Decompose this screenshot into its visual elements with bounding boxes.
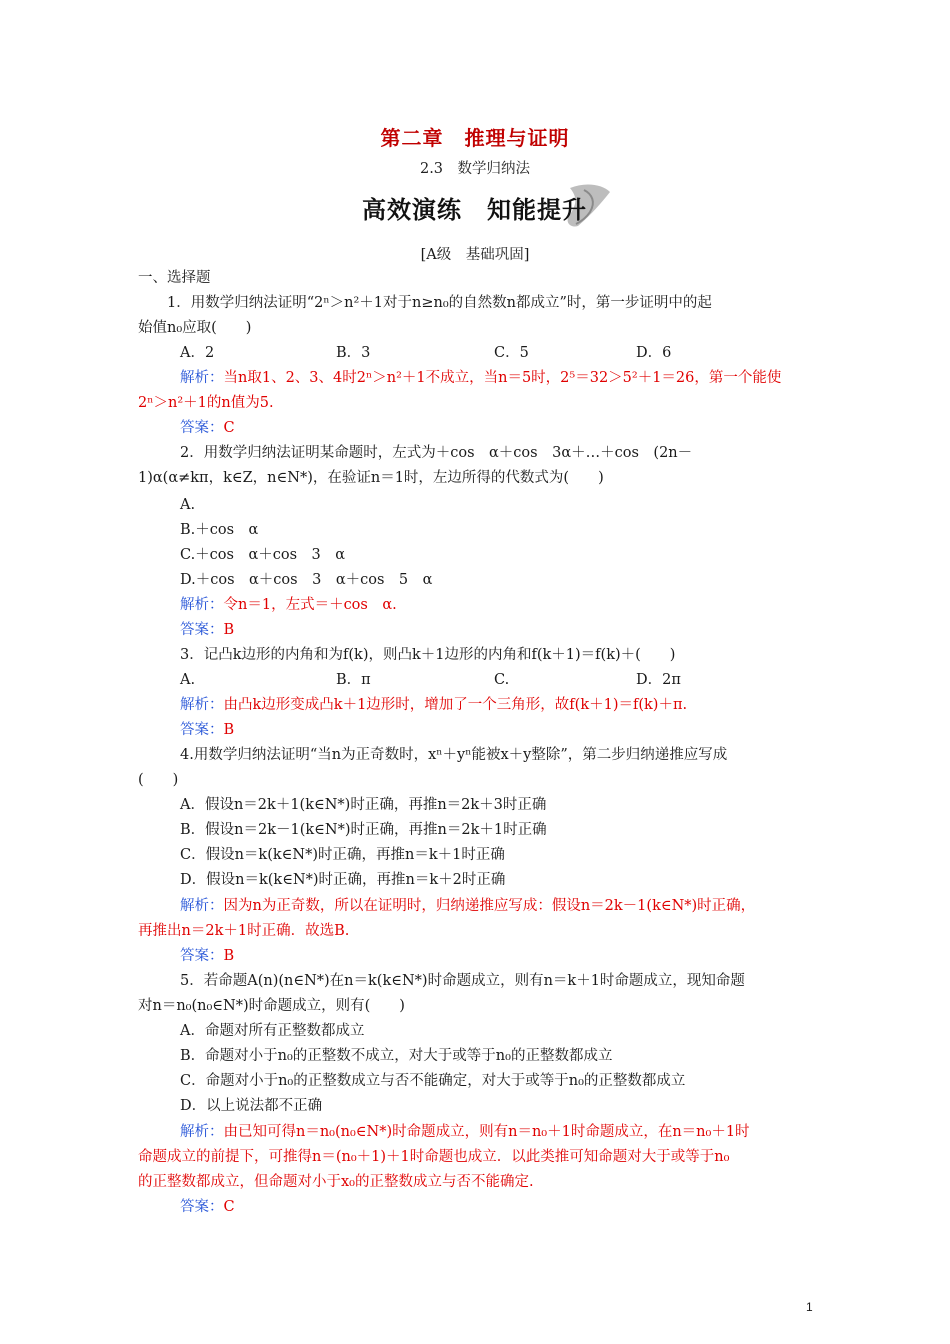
- q1-answer: 答案：C: [180, 420, 235, 436]
- q4-option-a: A．假设n＝2k＋1(k∈N*)时正确，再推n＝2k＋3时正确: [180, 797, 547, 813]
- q4-option-d: D．假设n＝k(k∈N*)时正确，再推n＝k＋2时正确: [180, 872, 506, 888]
- q2-option-a: A.: [180, 497, 196, 513]
- q3-analysis-1: 解析：由凸k边形变成凸k＋1边形时，增加了一个三角形，故f(k＋1)＝f(k)＋π.: [180, 697, 688, 713]
- q3-stem-1: 3．记凸k边形的内角和为f(k)，则凸k＋1边形的内角和f(k＋1)＝f(k)＋( ): [180, 647, 676, 663]
- q3-option-d: D．2π: [636, 672, 681, 688]
- q3-answer: 答案：B: [180, 722, 235, 738]
- banner-title: 高效演练 知能提升: [362, 196, 587, 224]
- q2-answer: 答案：B: [180, 622, 235, 638]
- q4-analysis-2: 再推出n＝2k＋1时正确．故选B.: [138, 923, 350, 939]
- q4-stem-2: ( ): [138, 772, 179, 788]
- q5-stem-1: 5．若命题A(n)(n∈N*)在n＝k(k∈N*)时命题成立，则有n＝k＋1时命题成立，现知命题: [180, 973, 745, 989]
- section-title: 2.3 数学归纳法: [419, 161, 531, 177]
- banner: [340, 180, 620, 232]
- q1-stem-1: 1．用数学归纳法证明“2ⁿ＞n²＋1对于n≥n₀的自然数n都成立”时，第一步证明中的起: [167, 295, 712, 311]
- q3-options: [180, 668, 800, 692]
- q2-option-b: B.＋cos α: [180, 522, 259, 538]
- q2-option-d: D.＋cos α＋cos 3 α＋cos 5 α: [180, 572, 433, 588]
- q5-answer: 答案：C: [180, 1199, 235, 1215]
- part-heading: 一、选择题: [138, 270, 211, 286]
- q2-stem-1: 2．用数学归纳法证明某命题时，左式为＋cos α＋cos 3α＋…＋cos (2n－: [180, 445, 693, 461]
- q1-option-a: A．2: [180, 345, 215, 361]
- q3-option-a: A.: [180, 672, 196, 688]
- chapter-title: 第二章 推理与证明: [380, 126, 570, 150]
- q5-stem-2: 对n＝n₀(n₀∈N*)时命题成立，则有( ): [138, 998, 405, 1014]
- q4-analysis-1: 解析：因为n为正奇数，所以在证明时，归纳递推应写成：假设n＝2k－1(k∈N*)时正确，: [180, 898, 756, 914]
- q2-analysis-1: 解析：令n＝1，左式＝＋cos α.: [180, 597, 397, 613]
- page-number: 1: [806, 1300, 813, 1314]
- q4-stem-1: 4.用数学归纳法证明“当n为正奇数时，xⁿ＋yⁿ能被x＋y整除”，第二步归纳递推应写成: [180, 747, 728, 763]
- q4-answer: 答案：B: [180, 948, 235, 964]
- q1-analysis-label: 解析：: [180, 370, 224, 386]
- q3-option-c: C.: [494, 672, 510, 688]
- q1-option-b: B．3: [336, 345, 371, 361]
- q1-analysis-2: 2ⁿ＞n²＋1的n值为5.: [138, 395, 274, 411]
- q5-option-d: D．以上说法都不正确: [180, 1098, 323, 1114]
- q1-option-d: D．6: [636, 345, 672, 361]
- q4-option-b: B．假设n＝2k－1(k∈N*)时正确，再推n＝2k＋1时正确: [180, 822, 547, 838]
- q5-analysis-1: 解析：由已知可得n＝n₀(n₀∈N*)时命题成立，则有n＝n₀＋1时命题成立，在n＝n₀＋1时: [180, 1124, 750, 1140]
- q2-option-c: C.＋cos α＋cos 3 α: [180, 547, 346, 563]
- q5-option-c: C．命题对小于n₀的正整数成立与否不能确定，对大于或等于n₀的正整数都成立: [180, 1073, 686, 1089]
- q1-option-c: C．5: [494, 345, 529, 361]
- level-label: [A级 基础巩固]: [420, 247, 530, 263]
- q2-stem-2: 1)α(α≠kπ，k∈Z，n∈N*)，在验证n＝1时，左边所得的代数式为( ): [138, 470, 604, 486]
- q1-options: [180, 341, 820, 365]
- q1-stem-2: 始值n₀应取( ): [138, 320, 252, 336]
- q5-analysis-3: 的正整数都成立，但命题对小于x₀的正整数成立与否不能确定.: [138, 1174, 534, 1190]
- q3-option-b: B．π: [336, 672, 371, 688]
- q5-option-a: A．命题对所有正整数都成立: [180, 1023, 365, 1039]
- q5-analysis-2: 命题成立的前提下，可推得n＝(n₀＋1)＋1时命题也成立．以此类推可知命题对大于或等于n₀: [138, 1149, 730, 1165]
- q1-analysis-1: 解析：当n取1、2、3、4时2ⁿ＞n²＋1不成立，当n＝5时，2⁵＝32＞5²＋1＝26，第一个能使: [180, 370, 782, 386]
- q4-option-c: C．假设n＝k(k∈N*)时正确，再推n＝k＋1时正确: [180, 847, 505, 863]
- q5-option-b: B．命题对小于n₀的正整数不成立，对大于或等于n₀的正整数都成立: [180, 1048, 613, 1064]
